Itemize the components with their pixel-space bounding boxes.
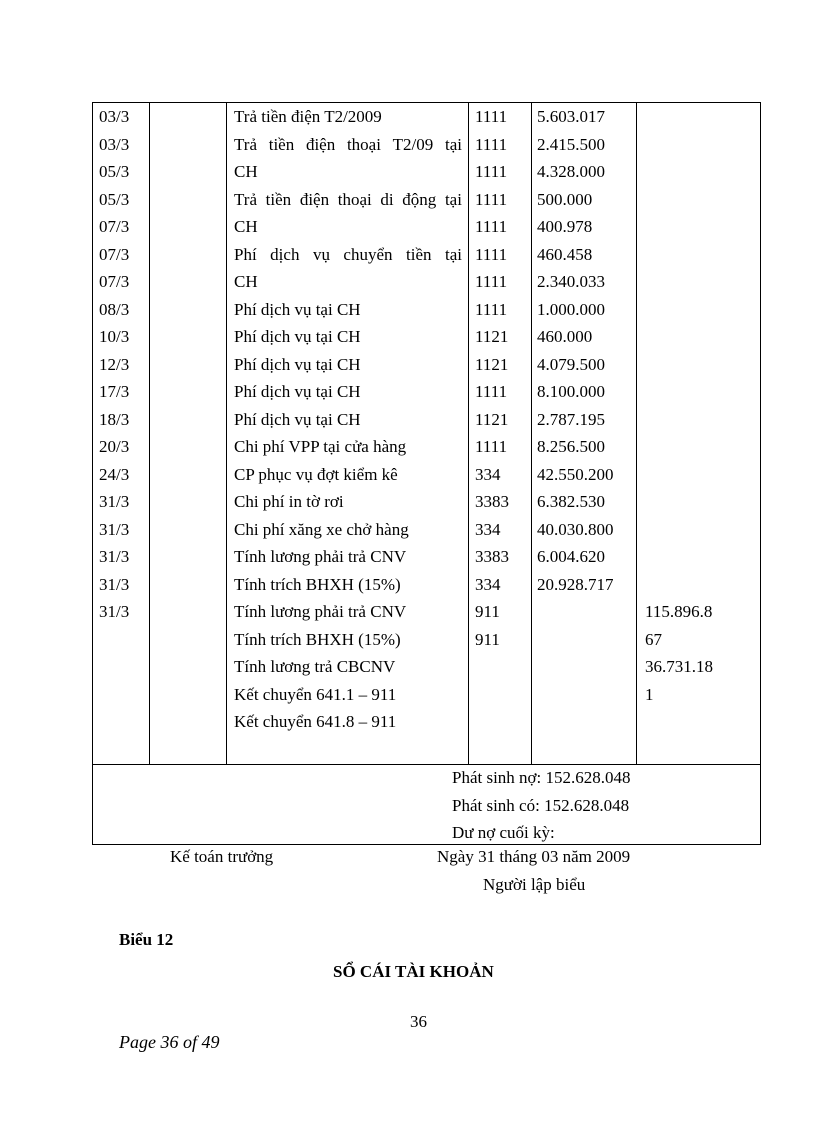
account-cell: 334 (475, 519, 501, 539)
description-line: Tính lương trả CBCNV (234, 657, 396, 676)
account-cell: 911 (475, 629, 500, 649)
amount-cell: 460.458 (537, 244, 593, 264)
column-divider (226, 103, 227, 764)
description-line: Chi phí xăng xe chở hàng (234, 519, 409, 539)
description-line: Phí dịch vụ tại CH (234, 327, 361, 346)
date-cell: 08/3 (99, 299, 130, 319)
account-cell: 1121 (475, 354, 509, 374)
row-divider (93, 764, 760, 765)
description-line: CH (234, 272, 258, 291)
amount-cell: 2.340.033 (537, 272, 605, 291)
date-cell: 03/3 (99, 107, 130, 126)
description-word: động (402, 189, 437, 209)
date-column (99, 103, 149, 626)
amount-cell: 500.000 (537, 189, 593, 209)
summary-line: Dư nợ cuối kỳ: (452, 823, 555, 842)
credit-amount-column (645, 103, 755, 708)
section-label: Biểu 12 (119, 930, 174, 949)
date-cell: 05/3 (99, 189, 130, 209)
amount-cell: 4.079.500 (537, 354, 605, 374)
amount-cell: 1.000.000 (537, 299, 605, 319)
summary-line: Phát sinh nợ: 152.628.048 (452, 768, 631, 787)
description-word: vụ (312, 244, 330, 264)
description-word: tại (444, 134, 462, 154)
date-cell: 31/3 (99, 519, 130, 539)
account-cell: 1111 (475, 134, 508, 154)
column-divider (531, 103, 532, 764)
description-word: chuyển (343, 244, 393, 264)
description-word: tại (444, 244, 462, 264)
date-cell: 31/3 (99, 547, 130, 566)
amount-cell: 2.415.500 (537, 134, 605, 154)
amount-cell: 2.787.195 (537, 409, 605, 429)
account-cell: 334 (475, 574, 501, 594)
account-cell: 1111 (475, 437, 508, 456)
credit-amount-line: 67 (645, 629, 662, 649)
date-cell: 05/3 (99, 162, 130, 181)
amount-cell: 8.256.500 (537, 437, 605, 456)
description-line: Chi phí VPP tại cửa hàng (234, 437, 407, 456)
description-line (234, 241, 462, 269)
description-line: Trả tiền điện T2/2009 (234, 107, 382, 126)
date-cell: 24/3 (99, 464, 130, 484)
page-of-label: Page 36 of 49 (119, 1032, 220, 1052)
credit-amount-line: 36.731.18 (645, 657, 713, 676)
description-line: Tính trích BHXH (15%) (234, 629, 401, 649)
description-word: dịch (270, 244, 300, 264)
amount-cell: 6.004.620 (537, 547, 605, 566)
amount-cell: 400.978 (537, 217, 593, 236)
amount-cell: 6.382.530 (537, 492, 605, 511)
description-line: Tính trích BHXH (15%) (234, 574, 401, 594)
account-cell: 1111 (475, 382, 508, 401)
account-cell: 334 (475, 464, 501, 484)
account-cell: 1111 (475, 244, 508, 264)
date-line: Ngày 31 tháng 03 năm 2009 (437, 847, 631, 866)
description-line: Tính lương phải trả CNV (234, 547, 407, 566)
ledger-table (92, 102, 761, 845)
account-cell: 1121 (475, 409, 509, 429)
description-word: tiền (406, 244, 432, 264)
date-cell: 20/3 (99, 437, 130, 456)
account-cell: 1111 (475, 272, 508, 291)
description-line: Phí dịch vụ tại CH (234, 299, 361, 319)
description-line: Chi phí in tờ rơi (234, 492, 344, 511)
description-word: thoại (337, 189, 372, 209)
amount-cell: 20.928.717 (537, 574, 614, 594)
description-word: Trả (234, 134, 257, 154)
description-word: Phí (234, 244, 257, 264)
date-cell: 03/3 (99, 134, 130, 154)
description-line: Phí dịch vụ tại CH (234, 354, 361, 374)
column-divider (149, 103, 150, 764)
description-word: di (380, 189, 394, 209)
section-title: SỔ CÁI TÀI KHOẢN (333, 962, 494, 981)
description-line: Phí dịch vụ tại CH (234, 409, 361, 429)
credit-amount-line: 115.896.8 (645, 602, 713, 621)
description-word: điện (299, 189, 330, 209)
account-cell: 3383 (475, 547, 509, 566)
date-cell: 07/3 (99, 217, 130, 236)
account-cell: 1111 (475, 299, 508, 319)
amount-cell: 4.328.000 (537, 162, 605, 181)
description-line: Kết chuyển 641.1 – 911 (234, 684, 397, 704)
preparer-label: Người lập biểu (483, 875, 586, 894)
date-cell: 10/3 (99, 327, 130, 346)
amount-cell: 460.000 (537, 327, 593, 346)
description-word: tiền (265, 189, 292, 209)
column-divider (468, 103, 469, 764)
description-column (234, 103, 462, 736)
amount-cell: 8.100.000 (537, 382, 605, 401)
date-cell: 31/3 (99, 574, 130, 594)
description-word: tại (444, 189, 462, 209)
description-word: thoại (346, 134, 381, 154)
account-cell: 3383 (475, 492, 509, 511)
description-line: Tính lương phải trả CNV (234, 602, 407, 621)
description-word: tiền (268, 134, 295, 154)
date-cell: 18/3 (99, 409, 130, 429)
debit-amount-column (537, 103, 637, 598)
page-number: 36 (410, 1012, 427, 1031)
date-cell: 31/3 (99, 492, 130, 511)
credit-amount-line: 1 (645, 684, 654, 704)
description-line (234, 131, 462, 159)
account-cell: 1111 (475, 217, 508, 236)
amount-cell: 42.550.200 (537, 464, 614, 484)
description-line (234, 186, 462, 214)
amount-cell: 40.030.800 (537, 519, 614, 539)
description-word: Trả (234, 189, 257, 209)
date-cell: 07/3 (99, 244, 130, 264)
summary-line: Phát sinh có: 152.628.048 (452, 795, 630, 815)
account-cell: 1111 (475, 162, 508, 181)
account-cell: 1121 (475, 327, 509, 346)
date-cell: 17/3 (99, 382, 130, 401)
date-cell: 31/3 (99, 602, 130, 621)
account-cell: 1111 (475, 189, 508, 209)
chief-accountant-label: Kế toán trưởng (170, 847, 274, 866)
date-cell: 12/3 (99, 354, 130, 374)
description-line: CP phục vụ đợt kiểm kê (234, 464, 398, 484)
summary-block (452, 764, 631, 847)
account-cell: 1111 (475, 107, 508, 126)
account-cell: 911 (475, 602, 500, 621)
description-word: điện (305, 134, 336, 154)
date-cell: 07/3 (99, 272, 130, 291)
description-line: CH (234, 162, 258, 181)
description-line: Phí dịch vụ tại CH (234, 382, 361, 401)
amount-cell: 5.603.017 (537, 107, 605, 126)
description-line: Kết chuyển 641.8 – 911 (234, 712, 397, 731)
description-line: CH (234, 217, 258, 236)
account-column (475, 103, 531, 653)
description-word: T2/09 (392, 134, 434, 154)
